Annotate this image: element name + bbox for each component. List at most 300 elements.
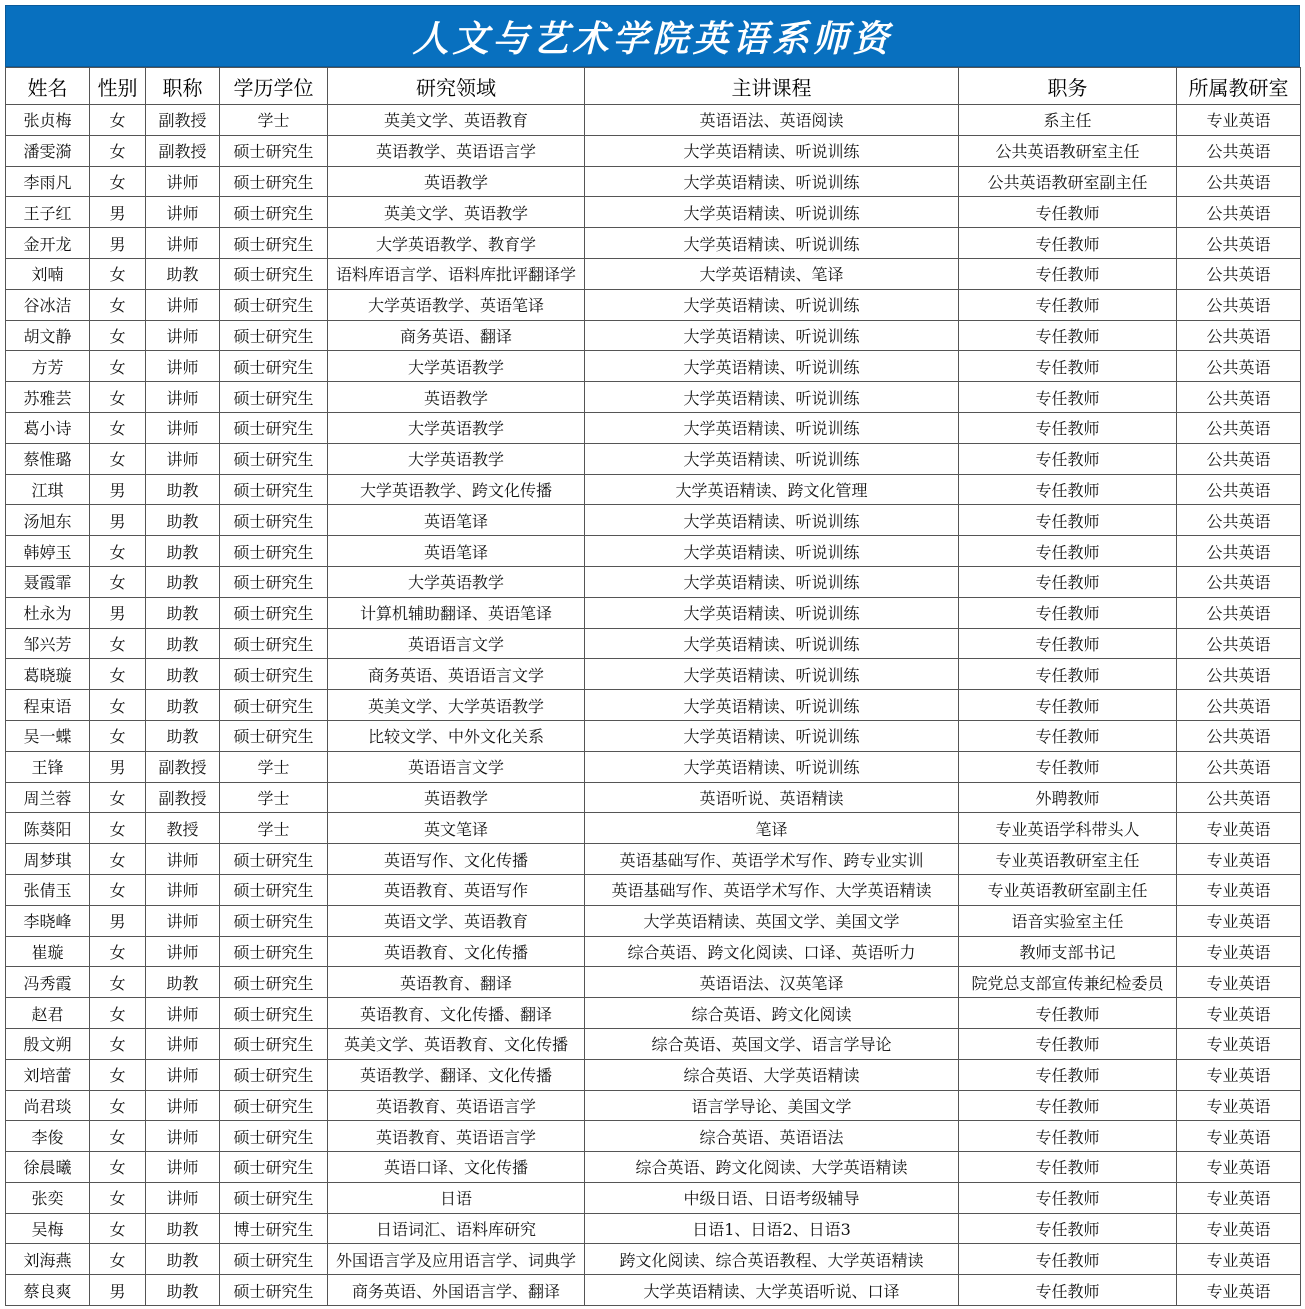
title-cell: 助教 bbox=[146, 536, 220, 567]
research-field-cell: 英语教育、文化传播 bbox=[328, 936, 585, 967]
courses-cell: 大学英语精读、听说训练 bbox=[585, 566, 959, 597]
position-cell: 专任教师 bbox=[959, 628, 1177, 659]
courses-cell: 大学英语精读、听说训练 bbox=[585, 320, 959, 351]
name-cell: 李晓峰 bbox=[6, 905, 90, 936]
department-cell: 专业英语 bbox=[1177, 998, 1301, 1029]
courses-cell: 综合英语、跨文化阅读、口译、英语听力 bbox=[585, 936, 959, 967]
table-row bbox=[6, 1152, 1301, 1183]
degree-cell: 硕士研究生 bbox=[220, 1090, 328, 1121]
title-cell: 讲师 bbox=[146, 1090, 220, 1121]
position-cell: 专任教师 bbox=[959, 1152, 1177, 1183]
table-row bbox=[6, 258, 1301, 289]
courses-cell: 大学英语精读、听说训练 bbox=[585, 659, 959, 690]
research-field-cell: 英语教育、英语语言学 bbox=[328, 1121, 585, 1152]
degree-cell: 硕士研究生 bbox=[220, 382, 328, 413]
header-degree: 学历学位 bbox=[220, 68, 328, 105]
research-field-cell: 英语教学、英语语言学 bbox=[328, 135, 585, 166]
gender-cell: 女 bbox=[90, 1028, 146, 1059]
courses-cell: 英语语法、汉英笔译 bbox=[585, 967, 959, 998]
research-field-cell: 英语教学 bbox=[328, 382, 585, 413]
research-field-cell: 英美文学、英语教育 bbox=[328, 105, 585, 136]
research-field-cell: 大学英语教学 bbox=[328, 566, 585, 597]
department-cell: 专业英语 bbox=[1177, 874, 1301, 905]
spreadsheet bbox=[5, 5, 1300, 1306]
name-cell: 李俊 bbox=[6, 1121, 90, 1152]
table-row bbox=[6, 289, 1301, 320]
title-cell: 讲师 bbox=[146, 197, 220, 228]
gender-cell: 男 bbox=[90, 197, 146, 228]
research-field-cell: 英语教育、翻译 bbox=[328, 967, 585, 998]
table-row bbox=[6, 105, 1301, 136]
faculty-table bbox=[5, 67, 1301, 1306]
name-cell: 金开龙 bbox=[6, 228, 90, 259]
courses-cell: 大学英语精读、跨文化管理 bbox=[585, 474, 959, 505]
title-cell: 助教 bbox=[146, 258, 220, 289]
position-cell: 专任教师 bbox=[959, 228, 1177, 259]
department-cell: 专业英语 bbox=[1177, 1059, 1301, 1090]
name-cell: 王子红 bbox=[6, 197, 90, 228]
title-cell: 讲师 bbox=[146, 874, 220, 905]
position-cell: 专任教师 bbox=[959, 998, 1177, 1029]
department-cell: 公共英语 bbox=[1177, 166, 1301, 197]
title-cell: 副教授 bbox=[146, 751, 220, 782]
degree-cell: 学士 bbox=[220, 105, 328, 136]
table-row bbox=[6, 443, 1301, 474]
name-cell: 聂霞霏 bbox=[6, 566, 90, 597]
title-cell: 讲师 bbox=[146, 1028, 220, 1059]
courses-cell: 大学英语精读、听说训练 bbox=[585, 289, 959, 320]
research-field-cell: 日语 bbox=[328, 1182, 585, 1213]
gender-cell: 女 bbox=[90, 936, 146, 967]
degree-cell: 硕士研究生 bbox=[220, 844, 328, 875]
research-field-cell: 大学英语教学、教育学 bbox=[328, 228, 585, 259]
position-cell: 语音实验室主任 bbox=[959, 905, 1177, 936]
title-cell: 讲师 bbox=[146, 289, 220, 320]
research-field-cell: 英语教育、英语写作 bbox=[328, 874, 585, 905]
courses-cell: 英语基础写作、英语学术写作、跨专业实训 bbox=[585, 844, 959, 875]
position-cell: 教师支部书记 bbox=[959, 936, 1177, 967]
research-field-cell: 大学英语教学 bbox=[328, 412, 585, 443]
table-row bbox=[6, 844, 1301, 875]
degree-cell: 硕士研究生 bbox=[220, 690, 328, 721]
table-row bbox=[6, 720, 1301, 751]
name-cell: 方芳 bbox=[6, 351, 90, 382]
header-position: 职务 bbox=[959, 68, 1177, 105]
position-cell: 专任教师 bbox=[959, 1090, 1177, 1121]
title-cell: 助教 bbox=[146, 1213, 220, 1244]
courses-cell: 英语基础写作、英语学术写作、大学英语精读 bbox=[585, 874, 959, 905]
degree-cell: 硕士研究生 bbox=[220, 351, 328, 382]
title-cell: 讲师 bbox=[146, 443, 220, 474]
gender-cell: 女 bbox=[90, 166, 146, 197]
table-row bbox=[6, 628, 1301, 659]
gender-cell: 男 bbox=[90, 505, 146, 536]
courses-cell: 大学英语精读、听说训练 bbox=[585, 597, 959, 628]
department-cell: 专业英语 bbox=[1177, 105, 1301, 136]
courses-cell: 大学英语精读、听说训练 bbox=[585, 197, 959, 228]
position-cell: 公共英语教研室副主任 bbox=[959, 166, 1177, 197]
department-cell: 公共英语 bbox=[1177, 597, 1301, 628]
name-cell: 蔡良爽 bbox=[6, 1275, 90, 1306]
name-cell: 张倩玉 bbox=[6, 874, 90, 905]
gender-cell: 女 bbox=[90, 320, 146, 351]
table-row bbox=[6, 751, 1301, 782]
courses-cell: 综合英语、跨文化阅读、大学英语精读 bbox=[585, 1152, 959, 1183]
degree-cell: 硕士研究生 bbox=[220, 228, 328, 259]
courses-cell: 大学英语精读、听说训练 bbox=[585, 228, 959, 259]
table-row bbox=[6, 1275, 1301, 1306]
name-cell: 葛晓璇 bbox=[6, 659, 90, 690]
gender-cell: 女 bbox=[90, 536, 146, 567]
courses-cell: 英语听说、英语精读 bbox=[585, 782, 959, 813]
name-cell: 程束语 bbox=[6, 690, 90, 721]
gender-cell: 男 bbox=[90, 474, 146, 505]
gender-cell: 女 bbox=[90, 690, 146, 721]
position-cell: 专任教师 bbox=[959, 1121, 1177, 1152]
position-cell: 公共英语教研室主任 bbox=[959, 135, 1177, 166]
title-cell: 讲师 bbox=[146, 382, 220, 413]
gender-cell: 男 bbox=[90, 597, 146, 628]
table-row bbox=[6, 135, 1301, 166]
research-field-cell: 英语口译、文化传播 bbox=[328, 1152, 585, 1183]
title-cell: 讲师 bbox=[146, 936, 220, 967]
research-field-cell: 计算机辅助翻译、英语笔译 bbox=[328, 597, 585, 628]
department-cell: 公共英语 bbox=[1177, 628, 1301, 659]
courses-cell: 英语语法、英语阅读 bbox=[585, 105, 959, 136]
name-cell: 刘喃 bbox=[6, 258, 90, 289]
position-cell: 专任教师 bbox=[959, 382, 1177, 413]
degree-cell: 硕士研究生 bbox=[220, 566, 328, 597]
degree-cell: 硕士研究生 bbox=[220, 536, 328, 567]
degree-cell: 硕士研究生 bbox=[220, 720, 328, 751]
research-field-cell: 商务英语、外国语言学、翻译 bbox=[328, 1275, 585, 1306]
degree-cell: 硕士研究生 bbox=[220, 412, 328, 443]
research-field-cell: 英语笔译 bbox=[328, 505, 585, 536]
degree-cell: 硕士研究生 bbox=[220, 628, 328, 659]
gender-cell: 女 bbox=[90, 967, 146, 998]
title-cell: 助教 bbox=[146, 474, 220, 505]
degree-cell: 硕士研究生 bbox=[220, 1244, 328, 1275]
department-cell: 专业英语 bbox=[1177, 1275, 1301, 1306]
name-cell: 崔璇 bbox=[6, 936, 90, 967]
sheet-title: 人文与艺术学院英语系师资 bbox=[5, 5, 1300, 67]
table-row bbox=[6, 905, 1301, 936]
research-field-cell: 英语教学 bbox=[328, 782, 585, 813]
department-cell: 公共英语 bbox=[1177, 690, 1301, 721]
courses-cell: 跨文化阅读、综合英语教程、大学英语精读 bbox=[585, 1244, 959, 1275]
gender-cell: 女 bbox=[90, 998, 146, 1029]
department-cell: 公共英语 bbox=[1177, 258, 1301, 289]
courses-cell: 中级日语、日语考级辅导 bbox=[585, 1182, 959, 1213]
title-cell: 助教 bbox=[146, 1275, 220, 1306]
position-cell: 专任教师 bbox=[959, 443, 1177, 474]
department-cell: 公共英语 bbox=[1177, 443, 1301, 474]
degree-cell: 学士 bbox=[220, 782, 328, 813]
research-field-cell: 英语教育、英语语言学 bbox=[328, 1090, 585, 1121]
position-cell: 专任教师 bbox=[959, 1059, 1177, 1090]
courses-cell: 大学英语精读、听说训练 bbox=[585, 412, 959, 443]
title-cell: 讲师 bbox=[146, 228, 220, 259]
department-cell: 专业英语 bbox=[1177, 967, 1301, 998]
courses-cell: 大学英语精读、听说训练 bbox=[585, 751, 959, 782]
courses-cell: 大学英语精读、大学英语听说、口译 bbox=[585, 1275, 959, 1306]
department-cell: 公共英语 bbox=[1177, 659, 1301, 690]
table-row bbox=[6, 659, 1301, 690]
position-cell: 专任教师 bbox=[959, 474, 1177, 505]
title-cell: 副教授 bbox=[146, 135, 220, 166]
courses-cell: 大学英语精读、英国文学、美国文学 bbox=[585, 905, 959, 936]
title-cell: 副教授 bbox=[146, 782, 220, 813]
title-cell: 助教 bbox=[146, 967, 220, 998]
title-cell: 教授 bbox=[146, 813, 220, 844]
table-row bbox=[6, 1121, 1301, 1152]
department-cell: 公共英语 bbox=[1177, 566, 1301, 597]
position-cell: 专任教师 bbox=[959, 320, 1177, 351]
name-cell: 殷文朔 bbox=[6, 1028, 90, 1059]
degree-cell: 硕士研究生 bbox=[220, 1121, 328, 1152]
title-cell: 讲师 bbox=[146, 412, 220, 443]
research-field-cell: 日语词汇、语料库研究 bbox=[328, 1213, 585, 1244]
header-courses: 主讲课程 bbox=[585, 68, 959, 105]
gender-cell: 女 bbox=[90, 813, 146, 844]
courses-cell: 大学英语精读、笔译 bbox=[585, 258, 959, 289]
courses-cell: 大学英语精读、听说训练 bbox=[585, 443, 959, 474]
name-cell: 胡文静 bbox=[6, 320, 90, 351]
department-cell: 公共英语 bbox=[1177, 505, 1301, 536]
header-title: 职称 bbox=[146, 68, 220, 105]
gender-cell: 女 bbox=[90, 566, 146, 597]
degree-cell: 博士研究生 bbox=[220, 1213, 328, 1244]
degree-cell: 硕士研究生 bbox=[220, 874, 328, 905]
title-cell: 助教 bbox=[146, 628, 220, 659]
degree-cell: 学士 bbox=[220, 751, 328, 782]
table-row bbox=[6, 566, 1301, 597]
title-cell: 讲师 bbox=[146, 844, 220, 875]
position-cell: 专任教师 bbox=[959, 597, 1177, 628]
position-cell: 专任教师 bbox=[959, 412, 1177, 443]
research-field-cell: 英语教学、翻译、文化传播 bbox=[328, 1059, 585, 1090]
position-cell: 专任教师 bbox=[959, 351, 1177, 382]
research-field-cell: 英语教育、文化传播、翻译 bbox=[328, 998, 585, 1029]
table-row bbox=[6, 1090, 1301, 1121]
title-cell: 副教授 bbox=[146, 105, 220, 136]
table-row bbox=[6, 505, 1301, 536]
name-cell: 潘雯漪 bbox=[6, 135, 90, 166]
name-cell: 苏雅芸 bbox=[6, 382, 90, 413]
degree-cell: 硕士研究生 bbox=[220, 197, 328, 228]
research-field-cell: 英美文学、英语教学 bbox=[328, 197, 585, 228]
department-cell: 专业英语 bbox=[1177, 1121, 1301, 1152]
degree-cell: 硕士研究生 bbox=[220, 597, 328, 628]
gender-cell: 女 bbox=[90, 1182, 146, 1213]
gender-cell: 女 bbox=[90, 782, 146, 813]
table-row bbox=[6, 998, 1301, 1029]
courses-cell: 大学英语精读、听说训练 bbox=[585, 351, 959, 382]
title-cell: 助教 bbox=[146, 659, 220, 690]
position-cell: 专任教师 bbox=[959, 258, 1177, 289]
research-field-cell: 大学英语教学 bbox=[328, 351, 585, 382]
position-cell: 专任教师 bbox=[959, 536, 1177, 567]
table-row bbox=[6, 597, 1301, 628]
table-row bbox=[6, 536, 1301, 567]
gender-cell: 女 bbox=[90, 1090, 146, 1121]
courses-cell: 大学英语精读、听说训练 bbox=[585, 505, 959, 536]
table-row bbox=[6, 1059, 1301, 1090]
gender-cell: 女 bbox=[90, 628, 146, 659]
name-cell: 刘培蕾 bbox=[6, 1059, 90, 1090]
degree-cell: 硕士研究生 bbox=[220, 936, 328, 967]
name-cell: 陈葵阳 bbox=[6, 813, 90, 844]
department-cell: 公共英语 bbox=[1177, 382, 1301, 413]
gender-cell: 女 bbox=[90, 844, 146, 875]
table-row bbox=[6, 197, 1301, 228]
degree-cell: 硕士研究生 bbox=[220, 1152, 328, 1183]
title-cell: 助教 bbox=[146, 597, 220, 628]
department-cell: 公共英语 bbox=[1177, 135, 1301, 166]
department-cell: 公共英语 bbox=[1177, 782, 1301, 813]
courses-cell: 大学英语精读、听说训练 bbox=[585, 720, 959, 751]
title-cell: 讲师 bbox=[146, 998, 220, 1029]
research-field-cell: 大学英语教学、跨文化传播 bbox=[328, 474, 585, 505]
name-cell: 冯秀霞 bbox=[6, 967, 90, 998]
header-research-field: 研究领域 bbox=[328, 68, 585, 105]
title-cell: 讲师 bbox=[146, 320, 220, 351]
research-field-cell: 语料库语言学、语料库批评翻译学 bbox=[328, 258, 585, 289]
gender-cell: 女 bbox=[90, 105, 146, 136]
degree-cell: 硕士研究生 bbox=[220, 1275, 328, 1306]
courses-cell: 大学英语精读、听说训练 bbox=[585, 382, 959, 413]
name-cell: 邹兴芳 bbox=[6, 628, 90, 659]
name-cell: 张贞梅 bbox=[6, 105, 90, 136]
table-row bbox=[6, 412, 1301, 443]
department-cell: 专业英语 bbox=[1177, 1090, 1301, 1121]
name-cell: 吴一蝶 bbox=[6, 720, 90, 751]
name-cell: 刘海燕 bbox=[6, 1244, 90, 1275]
courses-cell: 综合英语、大学英语精读 bbox=[585, 1059, 959, 1090]
department-cell: 公共英语 bbox=[1177, 197, 1301, 228]
title-cell: 讲师 bbox=[146, 1121, 220, 1152]
courses-cell: 综合英语、英国文学、语言学导论 bbox=[585, 1028, 959, 1059]
title-cell: 讲师 bbox=[146, 905, 220, 936]
gender-cell: 男 bbox=[90, 905, 146, 936]
courses-cell: 笔译 bbox=[585, 813, 959, 844]
position-cell: 专业英语教研室副主任 bbox=[959, 874, 1177, 905]
table-row bbox=[6, 1244, 1301, 1275]
department-cell: 公共英语 bbox=[1177, 720, 1301, 751]
research-field-cell: 大学英语教学 bbox=[328, 443, 585, 474]
department-cell: 专业英语 bbox=[1177, 844, 1301, 875]
position-cell: 专任教师 bbox=[959, 505, 1177, 536]
name-cell: 杜永为 bbox=[6, 597, 90, 628]
courses-cell: 大学英语精读、听说训练 bbox=[585, 135, 959, 166]
name-cell: 周梦琪 bbox=[6, 844, 90, 875]
research-field-cell: 英美文学、大学英语教学 bbox=[328, 690, 585, 721]
department-cell: 公共英语 bbox=[1177, 474, 1301, 505]
table-row bbox=[6, 351, 1301, 382]
table-row bbox=[6, 782, 1301, 813]
research-field-cell: 商务英语、翻译 bbox=[328, 320, 585, 351]
name-cell: 徐晨曦 bbox=[6, 1152, 90, 1183]
gender-cell: 女 bbox=[90, 659, 146, 690]
department-cell: 公共英语 bbox=[1177, 320, 1301, 351]
position-cell: 专任教师 bbox=[959, 659, 1177, 690]
gender-cell: 女 bbox=[90, 720, 146, 751]
table-row bbox=[6, 474, 1301, 505]
degree-cell: 硕士研究生 bbox=[220, 905, 328, 936]
degree-cell: 硕士研究生 bbox=[220, 998, 328, 1029]
gender-cell: 女 bbox=[90, 135, 146, 166]
department-cell: 公共英语 bbox=[1177, 289, 1301, 320]
degree-cell: 硕士研究生 bbox=[220, 505, 328, 536]
position-cell: 系主任 bbox=[959, 105, 1177, 136]
name-cell: 赵君 bbox=[6, 998, 90, 1029]
position-cell: 专任教师 bbox=[959, 1244, 1177, 1275]
name-cell: 周兰蓉 bbox=[6, 782, 90, 813]
degree-cell: 硕士研究生 bbox=[220, 443, 328, 474]
research-field-cell: 英语语言文学 bbox=[328, 751, 585, 782]
name-cell: 尚君琰 bbox=[6, 1090, 90, 1121]
degree-cell: 硕士研究生 bbox=[220, 320, 328, 351]
degree-cell: 硕士研究生 bbox=[220, 1028, 328, 1059]
gender-cell: 女 bbox=[90, 1121, 146, 1152]
gender-cell: 女 bbox=[90, 1244, 146, 1275]
header-row bbox=[6, 68, 1301, 105]
research-field-cell: 比较文学、中外文化关系 bbox=[328, 720, 585, 751]
research-field-cell: 英美文学、英语教育、文化传播 bbox=[328, 1028, 585, 1059]
name-cell: 汤旭东 bbox=[6, 505, 90, 536]
table-row bbox=[6, 874, 1301, 905]
degree-cell: 硕士研究生 bbox=[220, 967, 328, 998]
degree-cell: 学士 bbox=[220, 813, 328, 844]
gender-cell: 女 bbox=[90, 874, 146, 905]
department-cell: 公共英语 bbox=[1177, 751, 1301, 782]
gender-cell: 女 bbox=[90, 1059, 146, 1090]
table-row bbox=[6, 967, 1301, 998]
degree-cell: 硕士研究生 bbox=[220, 258, 328, 289]
table-row bbox=[6, 690, 1301, 721]
position-cell: 外聘教师 bbox=[959, 782, 1177, 813]
gender-cell: 女 bbox=[90, 382, 146, 413]
department-cell: 公共英语 bbox=[1177, 228, 1301, 259]
title-cell: 讲师 bbox=[146, 1182, 220, 1213]
research-field-cell: 英文笔译 bbox=[328, 813, 585, 844]
degree-cell: 硕士研究生 bbox=[220, 474, 328, 505]
research-field-cell: 英语笔译 bbox=[328, 536, 585, 567]
table-row bbox=[6, 1213, 1301, 1244]
department-cell: 专业英语 bbox=[1177, 1213, 1301, 1244]
header-department: 所属教研室 bbox=[1177, 68, 1301, 105]
gender-cell: 女 bbox=[90, 351, 146, 382]
title-cell: 讲师 bbox=[146, 1152, 220, 1183]
department-cell: 专业英语 bbox=[1177, 1182, 1301, 1213]
research-field-cell: 英语语言文学 bbox=[328, 628, 585, 659]
table-row bbox=[6, 1182, 1301, 1213]
title-cell: 讲师 bbox=[146, 351, 220, 382]
gender-cell: 女 bbox=[90, 258, 146, 289]
courses-cell: 综合英语、跨文化阅读 bbox=[585, 998, 959, 1029]
gender-cell: 男 bbox=[90, 228, 146, 259]
position-cell: 专任教师 bbox=[959, 1182, 1177, 1213]
position-cell: 专任教师 bbox=[959, 197, 1177, 228]
position-cell: 专任教师 bbox=[959, 720, 1177, 751]
courses-cell: 大学英语精读、听说训练 bbox=[585, 166, 959, 197]
title-cell: 讲师 bbox=[146, 1059, 220, 1090]
name-cell: 王锋 bbox=[6, 751, 90, 782]
gender-cell: 男 bbox=[90, 751, 146, 782]
research-field-cell: 外国语言学及应用语言学、词典学 bbox=[328, 1244, 585, 1275]
courses-cell: 大学英语精读、听说训练 bbox=[585, 628, 959, 659]
courses-cell: 大学英语精读、听说训练 bbox=[585, 536, 959, 567]
